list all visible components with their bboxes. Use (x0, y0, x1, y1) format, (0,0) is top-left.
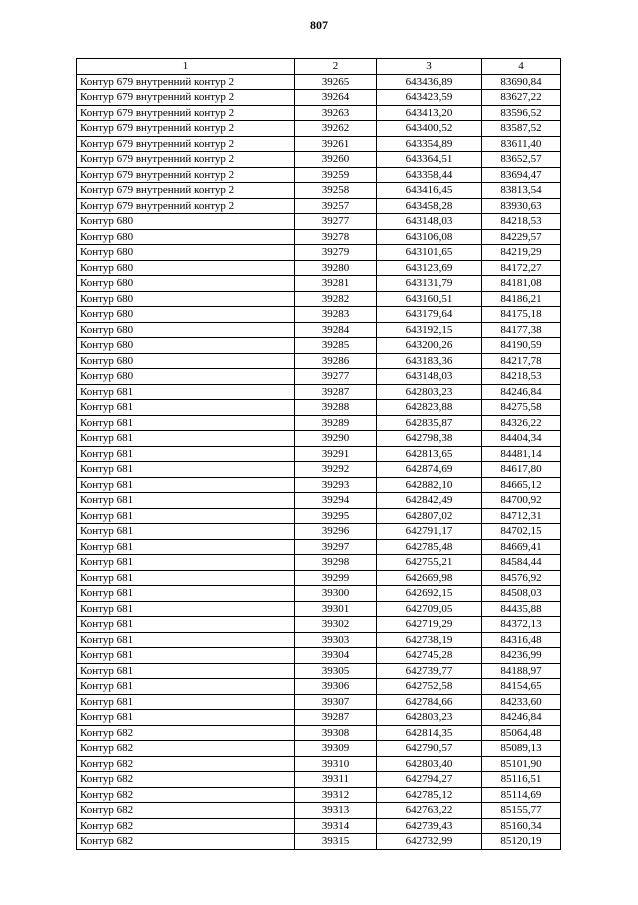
point-number-cell: 39286 (295, 353, 377, 369)
contour-name-cell: Контур 680 (77, 291, 295, 307)
coordinate-y-cell: 84229,57 (482, 229, 561, 245)
coordinate-y-cell: 84172,27 (482, 260, 561, 276)
point-number-cell: 39315 (295, 834, 377, 850)
contour-name-cell: Контур 680 (77, 353, 295, 369)
point-number-cell: 39257 (295, 198, 377, 214)
coordinate-y-cell: 85120,19 (482, 834, 561, 850)
point-number-cell: 39261 (295, 136, 377, 152)
coordinate-x-cell: 643200,26 (377, 338, 482, 354)
coordinate-y-cell: 84435,88 (482, 601, 561, 617)
contour-name-cell: Контур 680 (77, 338, 295, 354)
contour-name-cell: Контур 679 внутренний контур 2 (77, 152, 295, 168)
point-number-cell: 39283 (295, 307, 377, 323)
point-number-cell: 39306 (295, 679, 377, 695)
coordinate-y-cell: 84584,44 (482, 555, 561, 571)
contour-name-cell: Контур 681 (77, 400, 295, 416)
contour-name-cell: Контур 682 (77, 772, 295, 788)
point-number-cell: 39313 (295, 803, 377, 819)
coordinate-y-cell: 84669,41 (482, 539, 561, 555)
coordinate-x-cell: 642692,15 (377, 586, 482, 602)
contour-name-cell: Контур 681 (77, 508, 295, 524)
contour-name-cell: Контур 679 внутренний контур 2 (77, 136, 295, 152)
table-row (77, 787, 561, 803)
coordinate-x-cell: 642732,99 (377, 834, 482, 850)
column-header-1: 1 (77, 59, 295, 75)
table-row (77, 710, 561, 726)
coordinate-x-cell: 642842,49 (377, 493, 482, 509)
coordinate-y-cell: 83627,22 (482, 90, 561, 106)
coordinate-y-cell: 83587,52 (482, 121, 561, 137)
contour-name-cell: Контур 681 (77, 632, 295, 648)
point-number-cell: 39293 (295, 477, 377, 493)
table-row (77, 663, 561, 679)
table-row (77, 74, 561, 90)
coordinate-y-cell: 84617,80 (482, 462, 561, 478)
point-number-cell: 39305 (295, 663, 377, 679)
point-number-cell: 39300 (295, 586, 377, 602)
coordinate-x-cell: 642739,43 (377, 818, 482, 834)
coordinate-y-cell: 85064,48 (482, 725, 561, 741)
coordinate-x-cell: 642738,19 (377, 632, 482, 648)
point-number-cell: 39291 (295, 446, 377, 462)
table-row (77, 90, 561, 106)
table-row (77, 679, 561, 695)
column-header-4: 4 (482, 59, 561, 75)
table-row (77, 632, 561, 648)
point-number-cell: 39290 (295, 431, 377, 447)
point-number-cell: 39285 (295, 338, 377, 354)
coordinate-y-cell: 84275,58 (482, 400, 561, 416)
coordinate-y-cell: 84181,08 (482, 276, 561, 292)
page-number: 807 (310, 18, 328, 32)
contour-name-cell: Контур 681 (77, 710, 295, 726)
coordinate-y-cell: 84218,53 (482, 369, 561, 385)
coordinate-y-cell: 83694,47 (482, 167, 561, 183)
table-row (77, 772, 561, 788)
table-row (77, 586, 561, 602)
point-number-cell: 39281 (295, 276, 377, 292)
table-row (77, 214, 561, 230)
contour-name-cell: Контур 679 внутренний контур 2 (77, 183, 295, 199)
point-number-cell: 39303 (295, 632, 377, 648)
coordinate-x-cell: 643413,20 (377, 105, 482, 121)
point-number-cell: 39280 (295, 260, 377, 276)
coordinate-x-cell: 643148,03 (377, 214, 482, 230)
coordinate-y-cell: 83652,57 (482, 152, 561, 168)
table-row (77, 477, 561, 493)
coordinate-x-cell: 642803,40 (377, 756, 482, 772)
coordinate-x-cell: 643106,08 (377, 229, 482, 245)
coordinate-x-cell: 642835,87 (377, 415, 482, 431)
coordinate-x-cell: 642823,88 (377, 400, 482, 416)
contour-name-cell: Контур 680 (77, 369, 295, 385)
point-number-cell: 39258 (295, 183, 377, 199)
coordinate-y-cell: 85101,90 (482, 756, 561, 772)
contour-name-cell: Контур 682 (77, 741, 295, 757)
point-number-cell: 39310 (295, 756, 377, 772)
table-row (77, 353, 561, 369)
contour-name-cell: Контур 681 (77, 446, 295, 462)
contour-name-cell: Контур 681 (77, 477, 295, 493)
point-number-cell: 39262 (295, 121, 377, 137)
coordinate-x-cell: 643400,52 (377, 121, 482, 137)
coordinate-y-cell: 84246,84 (482, 384, 561, 400)
point-number-cell: 39263 (295, 105, 377, 121)
point-number-cell: 39301 (295, 601, 377, 617)
contour-name-cell: Контур 682 (77, 834, 295, 850)
coordinate-y-cell: 84177,38 (482, 322, 561, 338)
coordinate-y-cell: 84154,65 (482, 679, 561, 695)
coordinate-x-cell: 642813,65 (377, 446, 482, 462)
coordinate-y-cell: 83690,84 (482, 74, 561, 90)
contour-name-cell: Контур 681 (77, 601, 295, 617)
coordinate-y-cell: 85089,13 (482, 741, 561, 757)
coordinate-y-cell: 84218,53 (482, 214, 561, 230)
contour-name-cell: Контур 680 (77, 245, 295, 261)
coordinate-x-cell: 643458,28 (377, 198, 482, 214)
coordinate-y-cell: 84508,03 (482, 586, 561, 602)
table-header-row (77, 59, 561, 75)
contour-name-cell: Контур 680 (77, 214, 295, 230)
contour-name-cell: Контур 681 (77, 462, 295, 478)
coordinate-y-cell: 83813,54 (482, 183, 561, 199)
point-number-cell: 39307 (295, 694, 377, 710)
contour-name-cell: Контур 679 внутренний контур 2 (77, 105, 295, 121)
contour-name-cell: Контур 681 (77, 431, 295, 447)
point-number-cell: 39277 (295, 369, 377, 385)
point-number-cell: 39287 (295, 384, 377, 400)
coordinate-y-cell: 84702,15 (482, 524, 561, 540)
contour-name-cell: Контур 679 внутренний контур 2 (77, 121, 295, 137)
coordinate-x-cell: 642785,48 (377, 539, 482, 555)
point-number-cell: 39296 (295, 524, 377, 540)
contour-name-cell: Контур 679 внутренний контур 2 (77, 74, 295, 90)
coordinate-y-cell: 84186,21 (482, 291, 561, 307)
coordinate-y-cell: 84481,14 (482, 446, 561, 462)
coordinate-x-cell: 642739,77 (377, 663, 482, 679)
coordinate-y-cell: 84175,18 (482, 307, 561, 323)
table-row (77, 245, 561, 261)
table-row (77, 741, 561, 757)
contour-name-cell: Контур 681 (77, 648, 295, 664)
contour-name-cell: Контур 679 внутренний контур 2 (77, 198, 295, 214)
coordinate-x-cell: 643131,79 (377, 276, 482, 292)
coordinate-y-cell: 83596,52 (482, 105, 561, 121)
contour-name-cell: Контур 681 (77, 493, 295, 509)
table-row (77, 167, 561, 183)
table-row (77, 338, 561, 354)
coordinate-x-cell: 642745,28 (377, 648, 482, 664)
coordinate-x-cell: 643123,69 (377, 260, 482, 276)
point-number-cell: 39308 (295, 725, 377, 741)
point-number-cell: 39284 (295, 322, 377, 338)
point-number-cell: 39264 (295, 90, 377, 106)
point-number-cell: 39297 (295, 539, 377, 555)
coordinate-y-cell: 83611,40 (482, 136, 561, 152)
coordinate-y-cell: 85114,69 (482, 787, 561, 803)
column-header-2: 2 (295, 59, 377, 75)
contour-name-cell: Контур 681 (77, 586, 295, 602)
coordinate-x-cell: 643358,44 (377, 167, 482, 183)
coordinate-x-cell: 643101,65 (377, 245, 482, 261)
table-row (77, 229, 561, 245)
coordinate-y-cell: 84236,99 (482, 648, 561, 664)
coordinate-y-cell: 84576,92 (482, 570, 561, 586)
contour-name-cell: Контур 681 (77, 555, 295, 571)
contour-name-cell: Контур 682 (77, 725, 295, 741)
table-row (77, 260, 561, 276)
table-row (77, 369, 561, 385)
coordinate-x-cell: 642794,27 (377, 772, 482, 788)
coordinate-y-cell: 84700,92 (482, 493, 561, 509)
contour-name-cell: Контур 681 (77, 539, 295, 555)
coordinate-x-cell: 642803,23 (377, 710, 482, 726)
table-row (77, 570, 561, 586)
contour-name-cell: Контур 680 (77, 322, 295, 338)
coordinate-x-cell: 643148,03 (377, 369, 482, 385)
coordinate-x-cell: 642814,35 (377, 725, 482, 741)
coordinate-x-cell: 643436,89 (377, 74, 482, 90)
point-number-cell: 39279 (295, 245, 377, 261)
contour-name-cell: Контур 679 внутренний контур 2 (77, 90, 295, 106)
table-row (77, 617, 561, 633)
coordinate-x-cell: 643354,89 (377, 136, 482, 152)
contour-name-cell: Контур 680 (77, 276, 295, 292)
coordinate-x-cell: 643179,64 (377, 307, 482, 323)
coordinate-y-cell: 85160,34 (482, 818, 561, 834)
table-row (77, 803, 561, 819)
coordinate-x-cell: 642763,22 (377, 803, 482, 819)
table-row (77, 818, 561, 834)
coordinate-x-cell: 642882,10 (377, 477, 482, 493)
coordinate-x-cell: 642798,38 (377, 431, 482, 447)
contour-name-cell: Контур 679 внутренний контур 2 (77, 167, 295, 183)
table-row (77, 508, 561, 524)
point-number-cell: 39299 (295, 570, 377, 586)
coordinate-x-cell: 642784,66 (377, 694, 482, 710)
coordinate-y-cell: 83930,63 (482, 198, 561, 214)
coordinate-y-cell: 84712,31 (482, 508, 561, 524)
table-row (77, 307, 561, 323)
table-row (77, 648, 561, 664)
contour-name-cell: Контур 681 (77, 679, 295, 695)
point-number-cell: 39314 (295, 818, 377, 834)
coordinate-x-cell: 642755,21 (377, 555, 482, 571)
column-header-3: 3 (377, 59, 482, 75)
table-row (77, 756, 561, 772)
coordinate-y-cell: 84217,78 (482, 353, 561, 369)
coordinate-x-cell: 642785,12 (377, 787, 482, 803)
point-number-cell: 39288 (295, 400, 377, 416)
point-number-cell: 39309 (295, 741, 377, 757)
coordinate-x-cell: 643192,15 (377, 322, 482, 338)
coordinate-x-cell: 642807,02 (377, 508, 482, 524)
coordinate-x-cell: 643160,51 (377, 291, 482, 307)
coordinate-y-cell: 85155,77 (482, 803, 561, 819)
table-row (77, 152, 561, 168)
coordinate-x-cell: 642709,05 (377, 601, 482, 617)
table-row (77, 725, 561, 741)
contour-name-cell: Контур 681 (77, 617, 295, 633)
point-number-cell: 39298 (295, 555, 377, 571)
table-row (77, 276, 561, 292)
coordinate-y-cell: 84665,12 (482, 477, 561, 493)
contour-name-cell: Контур 682 (77, 803, 295, 819)
table-row (77, 291, 561, 307)
table-row (77, 555, 561, 571)
coordinate-y-cell: 84372,13 (482, 617, 561, 633)
table-row (77, 136, 561, 152)
table-row (77, 834, 561, 850)
table-row (77, 601, 561, 617)
point-number-cell: 39302 (295, 617, 377, 633)
coordinate-x-cell: 642669,98 (377, 570, 482, 586)
point-number-cell: 39311 (295, 772, 377, 788)
coordinate-x-cell: 643183,36 (377, 353, 482, 369)
coordinate-x-cell: 642803,23 (377, 384, 482, 400)
point-number-cell: 39294 (295, 493, 377, 509)
table-row (77, 539, 561, 555)
contour-name-cell: Контур 681 (77, 415, 295, 431)
contour-name-cell: Контур 682 (77, 756, 295, 772)
coordinate-x-cell: 642719,29 (377, 617, 482, 633)
coordinate-y-cell: 84404,34 (482, 431, 561, 447)
point-number-cell: 39312 (295, 787, 377, 803)
table-row (77, 462, 561, 478)
contour-name-cell: Контур 682 (77, 818, 295, 834)
coordinate-y-cell: 84246,84 (482, 710, 561, 726)
coordinate-x-cell: 643364,51 (377, 152, 482, 168)
coordinate-x-cell: 642874,69 (377, 462, 482, 478)
table-row (77, 400, 561, 416)
coordinate-y-cell: 84190,59 (482, 338, 561, 354)
point-number-cell: 39265 (295, 74, 377, 90)
coordinate-x-cell: 642791,17 (377, 524, 482, 540)
coordinate-x-cell: 643423,59 (377, 90, 482, 106)
contour-name-cell: Контур 680 (77, 229, 295, 245)
point-number-cell: 39287 (295, 710, 377, 726)
contour-name-cell: Контур 681 (77, 524, 295, 540)
coordinate-y-cell: 84233,60 (482, 694, 561, 710)
point-number-cell: 39260 (295, 152, 377, 168)
contour-name-cell: Контур 680 (77, 260, 295, 276)
table-row (77, 415, 561, 431)
coordinates-table (76, 58, 561, 850)
point-number-cell: 39292 (295, 462, 377, 478)
table-row (77, 694, 561, 710)
contour-name-cell: Контур 681 (77, 663, 295, 679)
coordinate-y-cell: 84188,97 (482, 663, 561, 679)
contour-name-cell: Контур 681 (77, 384, 295, 400)
table-row (77, 105, 561, 121)
contour-name-cell: Контур 681 (77, 694, 295, 710)
point-number-cell: 39304 (295, 648, 377, 664)
point-number-cell: 39289 (295, 415, 377, 431)
table-row (77, 121, 561, 137)
point-number-cell: 39282 (295, 291, 377, 307)
table-body (77, 74, 561, 849)
table-row (77, 198, 561, 214)
coordinate-y-cell: 84219,29 (482, 245, 561, 261)
point-number-cell: 39278 (295, 229, 377, 245)
table-row (77, 431, 561, 447)
table-row (77, 322, 561, 338)
coordinate-x-cell: 643416,45 (377, 183, 482, 199)
coordinate-y-cell: 85116,51 (482, 772, 561, 788)
coordinate-y-cell: 84316,48 (482, 632, 561, 648)
point-number-cell: 39295 (295, 508, 377, 524)
table-row (77, 493, 561, 509)
point-number-cell: 39259 (295, 167, 377, 183)
coordinate-x-cell: 642790,57 (377, 741, 482, 757)
table-row (77, 446, 561, 462)
contour-name-cell: Контур 681 (77, 570, 295, 586)
contour-name-cell: Контур 680 (77, 307, 295, 323)
coordinate-y-cell: 84326,22 (482, 415, 561, 431)
contour-name-cell: Контур 682 (77, 787, 295, 803)
point-number-cell: 39277 (295, 214, 377, 230)
coordinate-x-cell: 642752,58 (377, 679, 482, 695)
table-row (77, 183, 561, 199)
table-row (77, 524, 561, 540)
table-row (77, 384, 561, 400)
